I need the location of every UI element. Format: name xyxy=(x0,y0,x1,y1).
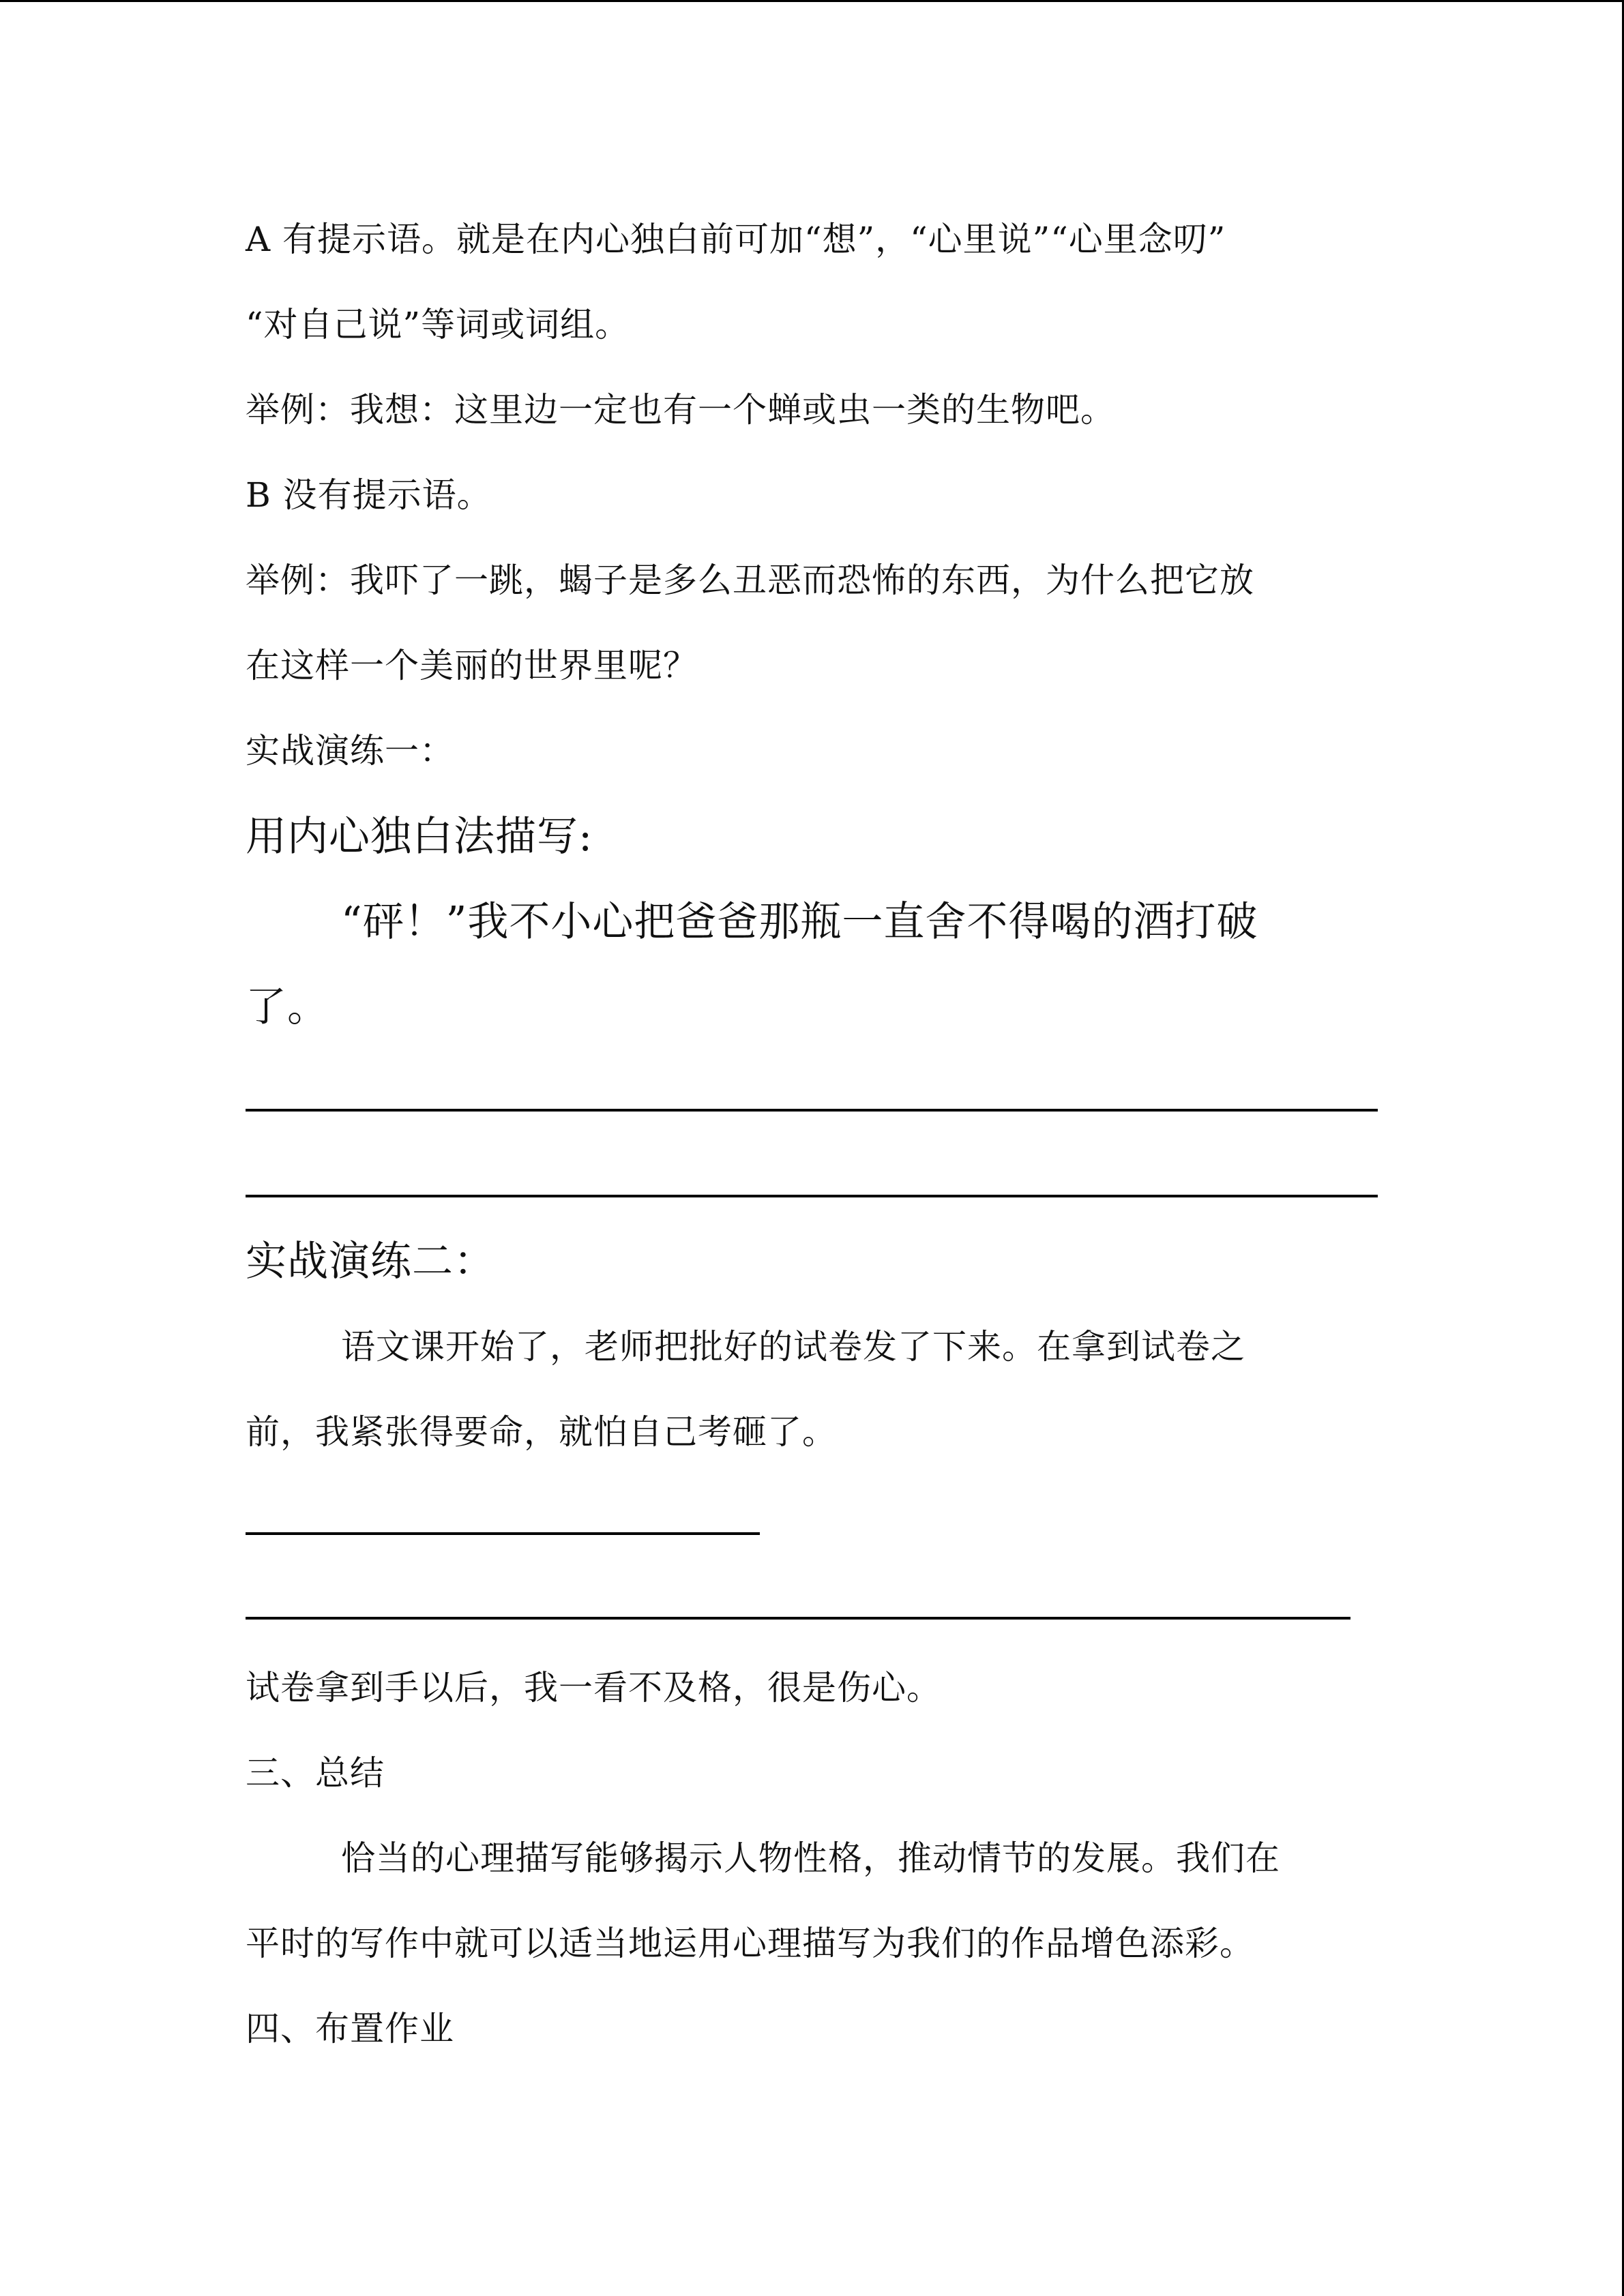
exercise-two-prompt-cont: 前，我紧张得要命，就怕自己考砸了。 xyxy=(246,1412,837,1452)
exercise-two-prompt: 语文课开始了，老师把批好的试卷发了下来。在拿到试卷之 xyxy=(341,1327,1245,1367)
text-line-example-1: 举例：我想：这里边一定也有一个蝉或虫一类的生物吧。 xyxy=(246,390,1115,430)
answer-line-2[interactable] xyxy=(246,1195,1378,1197)
exercise-one-instruction: 用内心独白法描写: xyxy=(246,813,593,861)
text-line-hint-b: B 没有提示语。 xyxy=(246,475,492,515)
exercise-two-result: 试卷拿到手以后，我一看不及格，很是伤心。 xyxy=(246,1668,941,1708)
section-summary-heading: 三、总结 xyxy=(246,1753,385,1793)
summary-text: 恰当的心理描写能够揭示人物性格，推动情节的发展。我们在 xyxy=(341,1838,1280,1878)
summary-text-cont: 平时的写作中就可以适当地运用心理描写为我们的作品增色添彩。 xyxy=(246,1924,1254,1963)
text-line-example-2-cont: 在这样一个美丽的世界里呢？ xyxy=(246,646,698,685)
text-line-example-2: 举例：我吓了一跳，蝎子是多么丑恶而恐怖的东西，为什么把它放 xyxy=(246,561,1254,600)
exercise-two-heading: 实战演练二： xyxy=(246,1238,495,1285)
answer-line-3[interactable] xyxy=(246,1532,760,1535)
section-homework-heading: 四、布置作业 xyxy=(246,2009,454,2048)
exercise-one-prompt: “砰！”我不小心把爸爸那瓶一直舍不得喝的酒打破 xyxy=(341,898,1258,946)
exercise-one-heading: 实战演练一： xyxy=(246,731,454,771)
answer-line-4[interactable] xyxy=(246,1617,1350,1620)
answer-line-1[interactable] xyxy=(246,1109,1378,1112)
exercise-one-prompt-cont: 了。 xyxy=(246,983,329,1031)
page-border-top xyxy=(0,0,1624,2)
text-line-hint-a: A 有提示语。就是在内心独白前可加“想”，“心里说”“心里念叨” xyxy=(246,220,1226,259)
text-line-hint-a-cont: “对自己说”等词或词组。 xyxy=(246,305,630,344)
